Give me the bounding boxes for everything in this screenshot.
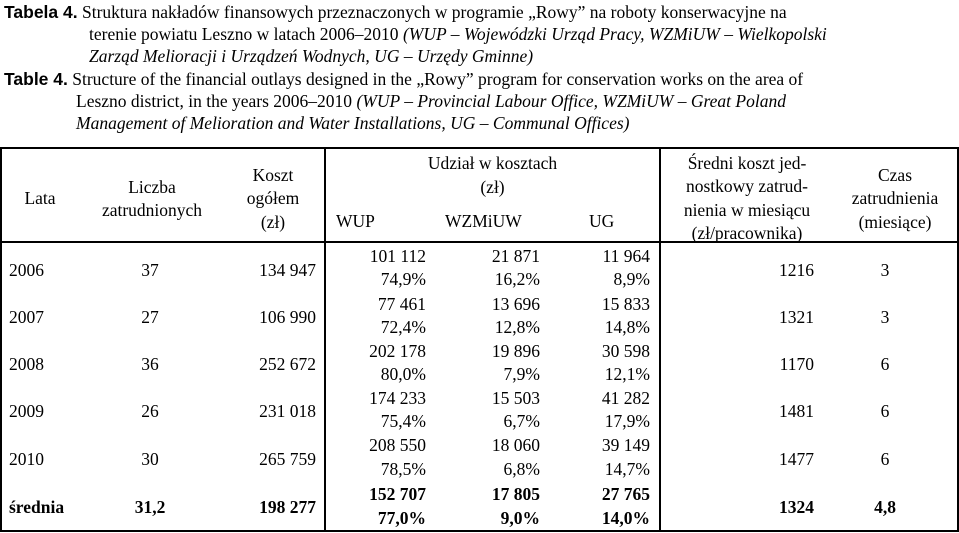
months-cell: 4,8 (874, 497, 896, 517)
ug-amount: 27 765 (601, 484, 650, 504)
wzmiuw-percent: 12,8% (494, 317, 540, 337)
header-cost-share: (zł) (480, 177, 505, 197)
column-separator (659, 147, 661, 532)
total-cost-cell: 265 759 (259, 449, 316, 469)
wzmiuw-percent: 7,9% (503, 364, 540, 384)
header-employment-time: (miesiące) (858, 212, 932, 232)
ug-amount: 30 598 (601, 341, 650, 361)
year-cell: 2010 (9, 449, 44, 469)
wup-amount: 152 707 (369, 484, 426, 504)
header-year: Lata (24, 188, 56, 208)
caption-text: Structure of the financial outlays designed in the „Rowy” program for conservation works on the area of (67, 69, 804, 89)
wzmiuw-amount: 17 805 (491, 484, 540, 504)
total-cost-cell: 198 277 (259, 497, 316, 517)
avg-cost-cell: 1477 (779, 449, 814, 469)
header-employment-time: zatrudnienia (851, 188, 939, 208)
employees-cell: 31,2 (134, 497, 166, 517)
wzmiuw-percent: 6,8% (503, 459, 540, 479)
caption-abbreviations: (WUP – Wojewódzki Urząd Pracy, WZMiUW – Wielkopolski (402, 24, 827, 44)
employees-cell: 26 (141, 401, 159, 421)
months-cell: 3 (880, 260, 890, 280)
wup-percent: 77,0% (377, 508, 426, 528)
header-total-cost: ogółem (246, 188, 300, 208)
header-employees: zatrudnionych (101, 200, 203, 220)
total-cost-cell: 106 990 (259, 307, 316, 327)
caption-english (4, 68, 954, 134)
wup-percent: 72,4% (380, 317, 426, 337)
header-avg-cost: nostkowy zatrud- (686, 176, 808, 196)
wup-amount: 101 112 (369, 246, 426, 266)
wup-amount: 77 461 (377, 294, 426, 314)
header-cost-share: Udział w kosztach (427, 153, 558, 173)
wzmiuw-amount: 19 896 (491, 341, 540, 361)
wup-amount: 202 178 (369, 341, 426, 361)
header-employees: Liczba (128, 177, 176, 197)
months-cell: 3 (880, 307, 890, 327)
employees-cell: 36 (141, 354, 159, 374)
header-total-cost: Koszt (252, 165, 294, 185)
months-cell: 6 (880, 401, 890, 421)
wup-percent: 74,9% (380, 269, 426, 289)
ug-percent: 8,9% (613, 269, 650, 289)
ug-percent: 14,0% (601, 508, 650, 528)
wup-percent: 75,4% (380, 411, 426, 431)
wup-amount: 174 233 (369, 388, 426, 408)
total-cost-cell: 252 672 (259, 354, 316, 374)
caption-text: Struktura nakładów finansowych przeznaczonych w programie „Rowy” na roboty konserwacyjne na (77, 2, 787, 22)
ug-amount: 11 964 (602, 246, 650, 266)
ug-amount: 39 149 (601, 435, 650, 455)
table-top-rule (0, 147, 959, 149)
caption-abbreviations: Zarząd Melioracji i Urządzeń Wodnych, UG – Urzędy Gminne) (89, 46, 534, 66)
avg-cost-cell: 1216 (779, 260, 814, 280)
avg-cost-cell: 1170 (779, 354, 814, 374)
average-label: średnia (9, 497, 65, 517)
avg-cost-cell: 1321 (779, 307, 814, 327)
months-cell: 6 (880, 449, 890, 469)
months-cell: 6 (880, 354, 890, 374)
ug-percent: 17,9% (604, 411, 650, 431)
employees-cell: 27 (141, 307, 159, 327)
caption-polish (4, 1, 954, 67)
header-employment-time: Czas (877, 165, 913, 185)
wzmiuw-percent: 6,7% (503, 411, 540, 431)
header-ug: UG (589, 211, 615, 231)
wup-percent: 80,0% (380, 364, 426, 384)
employees-cell: 37 (141, 260, 159, 280)
avg-cost-cell: 1324 (779, 497, 814, 517)
wup-amount: 208 550 (369, 435, 426, 455)
year-cell: 2007 (9, 307, 44, 327)
caption-label: Tabela 4. (4, 2, 78, 22)
total-cost-cell: 134 947 (259, 260, 316, 280)
wzmiuw-percent: 16,2% (494, 269, 540, 289)
total-cost-cell: 231 018 (259, 401, 316, 421)
caption-text: terenie powiatu Leszno w latach 2006–2010 (89, 24, 403, 44)
wzmiuw-amount: 13 696 (491, 294, 540, 314)
column-separator (324, 147, 326, 532)
caption-abbreviations: Management of Melioration and Water Installations, UG – Communal Offices) (76, 113, 630, 133)
header-wup: WUP (336, 211, 375, 231)
header-avg-cost: Średni koszt jed- (687, 153, 807, 173)
header-avg-cost: (zł/pracownika) (691, 223, 803, 243)
year-cell: 2009 (9, 401, 44, 421)
wzmiuw-amount: 15 503 (491, 388, 540, 408)
wzmiuw-amount: 21 871 (491, 246, 540, 266)
employees-cell: 30 (141, 449, 159, 469)
wup-percent: 78,5% (380, 459, 426, 479)
caption-label: Table 4. (4, 69, 68, 89)
ug-percent: 14,7% (604, 459, 650, 479)
caption-abbreviations: (WUP – Provincial Labour Office, WZMiUW – Great Poland (356, 91, 786, 111)
data-table (0, 147, 959, 533)
year-cell: 2008 (9, 354, 44, 374)
ug-percent: 12,1% (604, 364, 650, 384)
caption-text: Leszno district, in the years 2006–2010 (76, 91, 357, 111)
wzmiuw-amount: 18 060 (491, 435, 540, 455)
ug-percent: 14,8% (604, 317, 650, 337)
header-wzmiuw: WZMiUW (445, 211, 522, 231)
ug-amount: 15 833 (601, 294, 650, 314)
wzmiuw-percent: 9,0% (500, 508, 540, 528)
header-total-cost: (zł) (260, 212, 286, 232)
ug-amount: 41 282 (601, 388, 650, 408)
table-bottom-rule (0, 530, 959, 532)
header-avg-cost: nienia w miesiącu (683, 200, 811, 220)
year-cell: 2006 (9, 260, 44, 280)
avg-cost-cell: 1481 (779, 401, 814, 421)
